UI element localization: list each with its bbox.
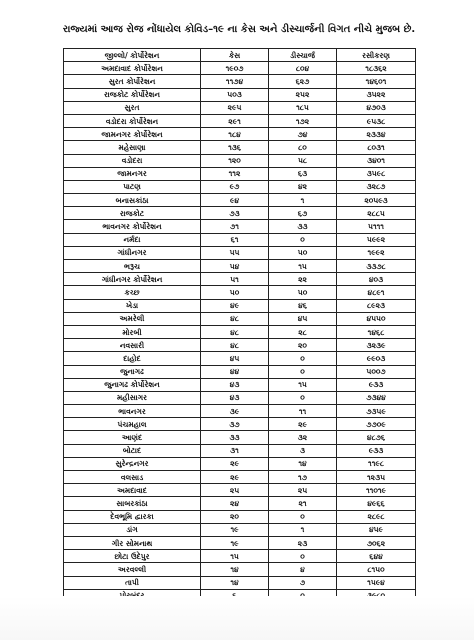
cell-discharge: ૬૩	[269, 167, 337, 180]
cell-district: ડાંગ	[64, 523, 201, 536]
cell-district: અમદાવાદ	[64, 484, 201, 497]
table-row	[64, 75, 416, 88]
page-bottom-shade	[0, 596, 474, 640]
cell-vaccination: ૩૪૦૧	[337, 154, 416, 167]
cell-cases: ૧૮૪	[201, 128, 269, 141]
cell-vaccination: ૪૫૫૦	[337, 312, 416, 325]
cell-district: જુનાગઢ	[64, 365, 201, 378]
cell-cases: ૫૪	[201, 260, 269, 273]
cell-cases: ૪૪	[201, 365, 269, 378]
table-row	[64, 536, 416, 549]
cell-discharge: ૨૩	[269, 536, 337, 549]
cell-district: વડોદરા કોર્પોરેશન	[64, 114, 201, 127]
cell-district: જુનાગઢ કોર્પોરેશન	[64, 378, 201, 391]
cell-cases: ૨૯	[201, 457, 269, 470]
cell-district: નવસારી	[64, 339, 201, 352]
cell-discharge: ૮૦૪	[269, 62, 337, 75]
cell-district: મહીસાગર	[64, 391, 201, 404]
cell-cases: ૪૮	[201, 312, 269, 325]
cell-vaccination: ૪૦૩	[337, 273, 416, 286]
table-row	[64, 299, 416, 312]
cell-district: પંચમહાલ	[64, 418, 201, 431]
cell-vaccination: ૯૩૩	[337, 378, 416, 391]
cell-discharge: ૧	[269, 523, 337, 536]
cell-district: વલસાડ	[64, 471, 201, 484]
document-sheet	[48, 20, 430, 596]
cell-district: ગાંધીનગર કોર્પોરેશન	[64, 273, 201, 286]
cell-district: આણંદ	[64, 431, 201, 444]
cell-discharge: ૨૮	[269, 325, 337, 338]
cell-cases: ૯૭	[201, 180, 269, 193]
cell-discharge: ૭	[269, 576, 337, 589]
table-row	[64, 273, 416, 286]
cell-vaccination: ૧૧૦૧૯	[337, 484, 416, 497]
cell-cases: ૧૪	[201, 576, 269, 589]
table-row	[64, 220, 416, 233]
table-row	[64, 101, 416, 114]
cell-district: સુરત કોર્પોરેશન	[64, 75, 201, 88]
cell-vaccination: ૭૩૫૯	[337, 405, 416, 418]
cell-district: વડોદરા	[64, 154, 201, 167]
table-row	[64, 286, 416, 299]
cell-discharge: ૮૦	[269, 141, 337, 154]
cell-vaccination: ૭૩૪૪	[337, 391, 416, 404]
table-row	[64, 405, 416, 418]
cell-discharge: ૨૫	[269, 484, 337, 497]
cell-discharge: ૪૬	[269, 299, 337, 312]
table-row	[64, 233, 416, 246]
table-row	[64, 339, 416, 352]
cell-discharge: ૩૩	[269, 220, 337, 233]
cell-vaccination: ૨૮૮૫	[337, 207, 416, 220]
cell-cases: ૪૮	[201, 325, 269, 338]
cell-vaccination: ૨૮૯૮	[337, 510, 416, 523]
cell-cases: ૫૦૩	[201, 88, 269, 101]
header-vaccination: રસીકરણ	[337, 49, 416, 62]
header-district: જીલ્લો/ કોર્પોરેશન	[64, 49, 201, 62]
table-row	[64, 154, 416, 167]
cell-discharge: ૦	[269, 365, 337, 378]
cell-vaccination: ૯૯૦૩	[337, 352, 416, 365]
table-row	[64, 167, 416, 180]
cell-district: ભરૂચ	[64, 260, 201, 273]
cell-discharge: ૨૫૨	[269, 88, 337, 101]
cell-discharge: ૧૭	[269, 471, 337, 484]
cell-district: તાપી	[64, 576, 201, 589]
covid-cases-table	[63, 48, 416, 616]
cell-vaccination: ૪૭૦૩	[337, 101, 416, 114]
cell-vaccination: ૮૧૫૦	[337, 563, 416, 576]
cell-discharge: ૬૭	[269, 207, 337, 220]
cell-district: જામનગર કોર્પોરેશન	[64, 128, 201, 141]
table-row	[64, 523, 416, 536]
cell-district: ભાવનગર	[64, 405, 201, 418]
table-row	[64, 260, 416, 273]
cell-vaccination: ૫૦૦૭	[337, 365, 416, 378]
cell-discharge: ૨૦	[269, 339, 337, 352]
cell-discharge: ૧૧	[269, 405, 337, 418]
cell-discharge: ૬૨૭	[269, 75, 337, 88]
cell-discharge: ૦	[269, 510, 337, 523]
cell-cases: ૫૧	[201, 273, 269, 286]
cell-discharge: ૨૯	[269, 418, 337, 431]
cell-vaccination: ૩૨૩૯	[337, 339, 416, 352]
table-header-row	[64, 49, 416, 62]
cell-discharge: ૦	[269, 391, 337, 404]
cell-district: ગાંધીનગર	[64, 246, 201, 259]
cell-vaccination: ૮૯૨૩	[337, 299, 416, 312]
cell-vaccination: ૯૩૩	[337, 444, 416, 457]
cell-discharge: ૩	[269, 444, 337, 457]
cell-vaccination: ૧૫૯૪	[337, 576, 416, 589]
cell-vaccination: ૬૪૪	[337, 550, 416, 563]
cell-discharge: ૭૪	[269, 128, 337, 141]
table-row	[64, 378, 416, 391]
cell-vaccination: ૭૭૦૯	[337, 418, 416, 431]
table-body	[64, 62, 416, 603]
cell-district: બનાસકાંઠા	[64, 194, 201, 207]
cell-discharge: ૧૭૨	[269, 114, 337, 127]
cell-discharge: ૪૨	[269, 180, 337, 193]
cell-cases: ૩૯	[201, 405, 269, 418]
cell-cases: ૧૩૬	[201, 141, 269, 154]
cell-cases: ૫૦	[201, 286, 269, 299]
cell-district: અરવલ્લી	[64, 563, 201, 576]
cell-discharge: ૫૮	[269, 154, 337, 167]
cell-vaccination: ૧૨૩૫	[337, 471, 416, 484]
cell-vaccination: ૧૮૩૬૨	[337, 62, 416, 75]
cell-vaccination: ૪૮૯૧	[337, 286, 416, 299]
cell-district: અમદાવાદ કોર્પોરેશન	[64, 62, 201, 75]
cell-vaccination: ૨૩૩૪	[337, 128, 416, 141]
table-row	[64, 550, 416, 563]
cell-vaccination: ૩૨૮૭	[337, 180, 416, 193]
cell-cases: ૭૩	[201, 207, 269, 220]
cell-cases: ૪૩	[201, 391, 269, 404]
table-row	[64, 88, 416, 101]
cell-vaccination: ૫૧૧૧	[337, 220, 416, 233]
table-row	[64, 246, 416, 259]
cell-discharge: ૩૨	[269, 431, 337, 444]
cell-discharge: ૧૫	[269, 378, 337, 391]
cell-cases: ૬૧	[201, 233, 269, 246]
cell-district: ખેડા	[64, 299, 201, 312]
cell-cases: ૭૧	[201, 220, 269, 233]
cell-district: ભાવનગર કોર્પોરેશન	[64, 220, 201, 233]
cell-cases: ૨૯	[201, 471, 269, 484]
cell-discharge: ૪	[269, 563, 337, 576]
cell-district: મોરબી	[64, 325, 201, 338]
table-row	[64, 418, 416, 431]
cell-district: કચ્છ	[64, 286, 201, 299]
cell-district: દેવભૂમિ દ્વારકા	[64, 510, 201, 523]
cell-discharge: ૫૦	[269, 246, 337, 259]
table-row	[64, 207, 416, 220]
cell-vaccination: ૫૯૯૨	[337, 233, 416, 246]
cell-discharge: ૨૧	[269, 497, 337, 510]
cell-cases: ૪૮	[201, 339, 269, 352]
cell-district: બોટાદ	[64, 444, 201, 457]
cell-discharge: ૧૫	[269, 260, 337, 273]
cell-cases: ૪૩	[201, 378, 269, 391]
cell-district: નર્મદા	[64, 233, 201, 246]
cell-district: જામનગર	[64, 167, 201, 180]
cell-vaccination: ૩૫૨૨	[337, 88, 416, 101]
cell-cases: ૩૩	[201, 431, 269, 444]
cell-cases: ૪૫	[201, 352, 269, 365]
cell-discharge: ૦	[269, 352, 337, 365]
table-row	[64, 114, 416, 127]
cell-vaccination: ૧૪૬૮	[337, 325, 416, 338]
cell-cases: ૧૧૭૪	[201, 75, 269, 88]
cell-vaccination: ૩૩૭૮	[337, 260, 416, 273]
cell-district: છોટા ઉદેપુર	[64, 550, 201, 563]
cell-cases: ૫૫	[201, 246, 269, 259]
cell-cases: ૩૧	[201, 444, 269, 457]
table-row	[64, 325, 416, 338]
cell-discharge: ૧	[269, 194, 337, 207]
cell-cases: ૧૯	[201, 523, 269, 536]
cell-district: મહેસાણા	[64, 141, 201, 154]
table-row	[64, 444, 416, 457]
cell-cases: ૪૯	[201, 299, 269, 312]
table-row	[64, 62, 416, 75]
table-row	[64, 391, 416, 404]
cell-discharge: ૧૪	[269, 457, 337, 470]
cell-cases: ૧૯	[201, 536, 269, 549]
table-row	[64, 180, 416, 193]
table-row	[64, 352, 416, 365]
cell-vaccination: ૮૦૩૧	[337, 141, 416, 154]
cell-vaccination: ૧૪૬૦૧	[337, 75, 416, 88]
cell-district: અમરેલી	[64, 312, 201, 325]
cell-discharge: ૪૫	[269, 312, 337, 325]
cell-vaccination: ૪૯૬૬	[337, 497, 416, 510]
table-row	[64, 365, 416, 378]
cell-discharge: ૦	[269, 550, 337, 563]
table-row	[64, 431, 416, 444]
cell-vaccination: ૨૦૫૯૩	[337, 194, 416, 207]
document-title: રાજ્યમાં આજ રોજ નોંધાયેલ કોવિડ–૧૯ ના કેસ અને ડીસ્ચાર્જની વિગત નીચે મુજબ છે.	[62, 24, 416, 35]
header-cases: કેસ	[201, 49, 269, 62]
cell-cases: ૨૦	[201, 510, 269, 523]
cell-cases: ૧૯૦૭	[201, 62, 269, 75]
cell-vaccination: ૯૫૩૮	[337, 114, 416, 127]
cell-district: સાબરકાંઠા	[64, 497, 201, 510]
table-row	[64, 128, 416, 141]
cell-district: સુરત	[64, 101, 201, 114]
cell-district: સુરેન્દ્રનગર	[64, 457, 201, 470]
cell-discharge: ૦	[269, 233, 337, 246]
table-row	[64, 484, 416, 497]
cell-cases: ૯૪	[201, 194, 269, 207]
cell-district: ગીર સોમનાથ	[64, 536, 201, 549]
cell-district: રાજકોટ	[64, 207, 201, 220]
header-discharge: ડીસ્ચાર્જ	[269, 49, 337, 62]
cell-cases: ૩૭	[201, 418, 269, 431]
cell-vaccination: ૪૫૯	[337, 523, 416, 536]
table-row	[64, 194, 416, 207]
cell-cases: ૨૫	[201, 484, 269, 497]
cell-cases: ૧૪	[201, 563, 269, 576]
cell-cases: ૧૧૨	[201, 167, 269, 180]
cell-district: દાહોદ	[64, 352, 201, 365]
cell-cases: ૨૯૫	[201, 101, 269, 114]
cell-vaccination: ૩૫૯૮	[337, 167, 416, 180]
table-row	[64, 471, 416, 484]
table-row	[64, 563, 416, 576]
cell-cases: ૨૪	[201, 497, 269, 510]
table-row	[64, 576, 416, 589]
cell-vaccination: ૪૮૭૬	[337, 431, 416, 444]
cell-discharge: ૨૨	[269, 273, 337, 286]
table-row	[64, 497, 416, 510]
cell-cases: ૧૫	[201, 550, 269, 563]
cell-district: પાટણ	[64, 180, 201, 193]
table-row	[64, 510, 416, 523]
table-row	[64, 312, 416, 325]
cell-cases: ૨૯૧	[201, 114, 269, 127]
cell-discharge: ૧૮૫	[269, 101, 337, 114]
table-row	[64, 141, 416, 154]
cell-vaccination: ૧૯૯૨	[337, 246, 416, 259]
table-row	[64, 457, 416, 470]
cell-vaccination: ૧૧૯૮	[337, 457, 416, 470]
cell-discharge: ૫૦	[269, 286, 337, 299]
cell-district: રાજકોટ કોર્પોરેશન	[64, 88, 201, 101]
cell-cases: ૧૨૦	[201, 154, 269, 167]
cell-vaccination: ૭૦૬૨	[337, 536, 416, 549]
